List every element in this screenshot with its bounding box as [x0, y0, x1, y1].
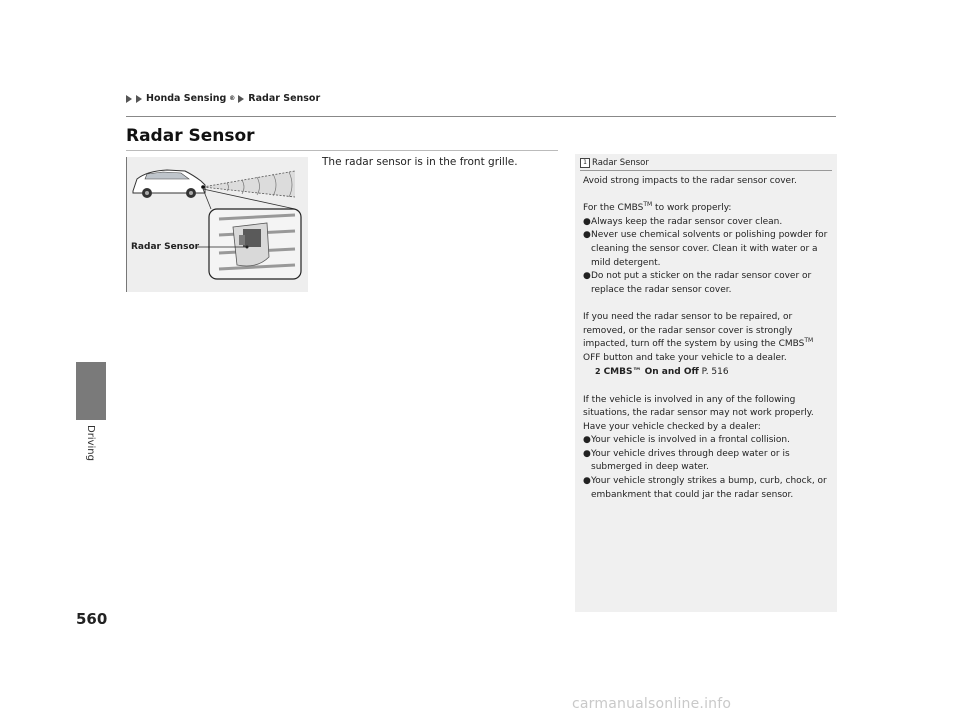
page-title: Radar Sensor: [126, 126, 255, 146]
page-number: 560: [76, 610, 108, 628]
note-bullet: ● Do not put a sticker on the radar sensor cover or replace the radar sensor cover.: [583, 270, 833, 297]
breadcrumb-item: Radar Sensor: [248, 93, 321, 104]
header-rule: [126, 116, 836, 117]
bullet-icon: ●: [583, 271, 591, 282]
breadcrumb-item: Honda Sensing: [146, 93, 227, 104]
radar-sensor-illustration: [126, 157, 308, 292]
note-icon: 1: [580, 158, 590, 168]
reference-arrow-icon: 2: [595, 367, 601, 377]
grille-closeup-graphic: [209, 209, 301, 279]
breadcrumb-arrow-icon: [126, 95, 132, 103]
note-paragraph: Avoid strong impacts to the radar sensor cover.: [583, 176, 797, 186]
bullet-icon: ●: [583, 448, 591, 459]
title-rule: [126, 150, 558, 151]
note-heading: [580, 158, 649, 168]
breadcrumb: [126, 93, 320, 104]
section-tab: [76, 362, 106, 420]
note-bullet: ● Your vehicle strongly strikes a bump, curb, chock, or embankment that could jar the radar sensor.: [583, 475, 833, 502]
note-heading-text: Radar Sensor: [592, 158, 649, 168]
bullet-icon: ●: [583, 216, 591, 227]
note-paragraph: For the CMBS™ to work properly:: [583, 201, 732, 214]
note-paragraph: If you need the radar sensor to be repaired, or removed, or the radar sensor cover is strongly impacted, turn off the system by using the CMBS™ OFF button and take your vehicle to a dealer.: [583, 311, 814, 363]
note-bullet: ● Your vehicle drives through deep water or is submerged in deep water.: [583, 448, 833, 475]
bullet-icon: ●: [583, 230, 591, 241]
watermark: carmanualsonline.info: [572, 696, 732, 712]
note-bullet: ● Never use chemical solvents or polishing powder for cleaning the sensor cover. Clean it with water or a mild detergent.: [583, 229, 833, 270]
breadcrumb-arrow-icon: [238, 95, 244, 103]
note-body: [583, 175, 833, 502]
section-label-text: Driving: [85, 425, 96, 461]
cross-reference-link[interactable]: 2 CMBS™ On and Off P. 516: [595, 367, 729, 378]
breadcrumb-arrow-icon: [136, 95, 142, 103]
bullet-icon: ●: [583, 435, 591, 446]
registered-mark: ®: [229, 95, 236, 102]
radar-beam-graphic: [203, 171, 295, 197]
car-graphic: [133, 170, 205, 198]
intro-text: The radar sensor is in the front grille.: [322, 156, 518, 168]
note-bullet: ● Always keep the radar sensor cover clean.: [583, 216, 833, 230]
note-paragraph: If the vehicle is involved in any of the following situations, the radar sensor may not work properly. Have your vehicle checked by a dealer:: [583, 394, 814, 432]
figure-callout-label: Radar Sensor: [131, 242, 200, 252]
note-rule: [580, 170, 832, 171]
section-label: [84, 425, 98, 505]
bullet-icon: ●: [583, 476, 591, 487]
note-bullet: ● Your vehicle is involved in a frontal collision.: [583, 434, 833, 448]
